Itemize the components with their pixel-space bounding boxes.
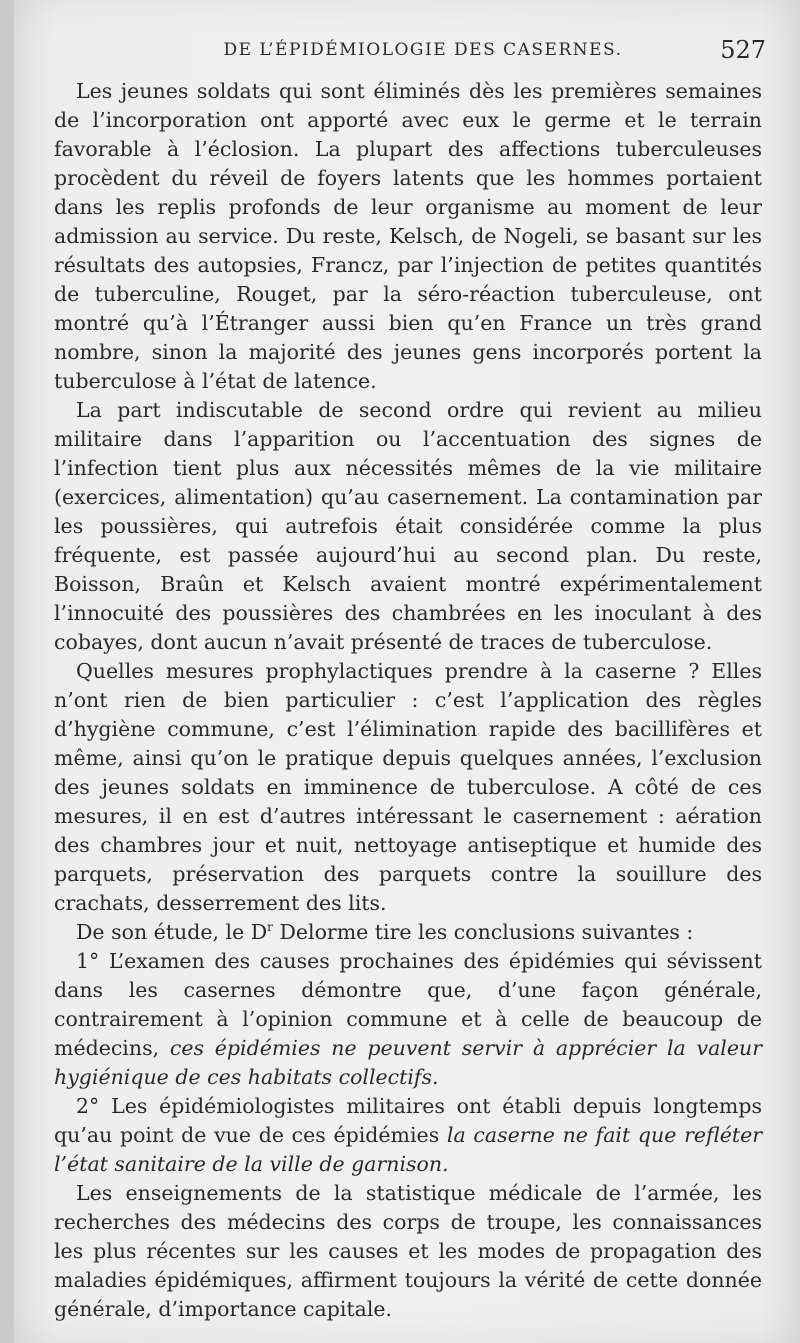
final-paragraph: Les enseignements de la statistique médicale de l’armée, les recherches des médecins des corps de troupe, les connaissances les plus récentes sur les causes et les modes de propagation des maladies épidémiques, affirment toujours la vérité de cette donnée générale, d’importance capitale. xyxy=(54,1181,762,1321)
paragraph: Les jeunes soldats qui sont éliminés dès les premières semaines de l’incorporation ont apporté avec eux le germe et le terrain favorable à l’éclosion. La plupart des affections tuberculeuses procèdent du réveil de foyers latents que les hommes portaient dans les replis profonds de leur organisme au moment de leur admission au service. Du reste, Kelsch, de Nogeli, se basant sur les résultats des autopsies, Francz, par l’injection de petites quantités de tuberculine, Rouget, par la séro-réaction tuberculeuse, ont montré qu’à l’Étranger aussi bien qu’en France un très grand nombre, sinon la majorité des jeunes gens incorporés portent la tuberculose à l’état de latence. xyxy=(54,79,762,393)
body-text xyxy=(54,77,762,1324)
paragraph: Quelles mesures prophylactiques prendre à la caserne ? Elles n’ont rien de bien particulier : c’est l’application des règles d’hygiène commune, c’est l’élimination rapide des bacillifères et même, ainsi qu’on le pratique depuis quelques années, l’exclusion des jeunes soldats en imminence de tuberculose. A côté de ces mesures, il en est d’autres intéressant le casernement : aération des chambres jour et nuit, nettoyage antiseptique et humide des parquets, préservation des parquets contre la souillure des crachats, desserrement des lits. xyxy=(54,659,762,915)
conclusion-item-2 xyxy=(54,1092,762,1179)
book-page xyxy=(14,0,800,1343)
running-head: DE L’ÉPIDÉMIOLOGIE DES CASERNES. xyxy=(223,40,623,60)
conclusions-intro xyxy=(54,918,762,947)
conclusion-2-emphasis: la caserne ne fait que refléter l’état sanitaire de la ville de garnison. xyxy=(54,1123,762,1176)
intro-text: De son étude, le D xyxy=(76,920,268,944)
page-header xyxy=(50,36,766,66)
conclusion-1-emphasis: ces épidémies ne peuvent servir à apprécier la valeur hygiénique de ces habitats collectifs. xyxy=(54,1036,762,1089)
intro-superscript: r xyxy=(267,920,273,935)
intro-text-end: Delorme tire les conclusions suivantes : xyxy=(272,920,694,944)
conclusion-item-1 xyxy=(54,947,762,1092)
conclusion-1-text: 1° L’examen des causes prochaines des épidémies qui sévissent dans les casernes démontre que, d’une façon générale, contrairement à l’opinion commune et à celle de beaucoup de médecins, xyxy=(54,949,762,1060)
page-number: 527 xyxy=(720,36,766,64)
conclusion-2-text: 2° Les épidémiologistes militaires ont établi depuis longtemps qu’au point de vue de ces épidémies xyxy=(54,1094,762,1147)
paragraph: La part indiscutable de second ordre qui revient au milieu militaire dans l’apparition ou l’accentuation des signes de l’infection tient plus aux nécessités mêmes de la vie militaire (exercices, alimentation) qu’au casernement. La contamination par les poussières, qui autrefois était considérée comme la plus fréquente, est passée aujourd’hui au second plan. Du reste, Boisson, Braûn et Kelsch avaient montré expérimentalement l’innocuité des poussières des chambrées en les inoculant à des cobayes, dont aucun n’avait présenté de traces de tuberculose. xyxy=(54,398,762,654)
